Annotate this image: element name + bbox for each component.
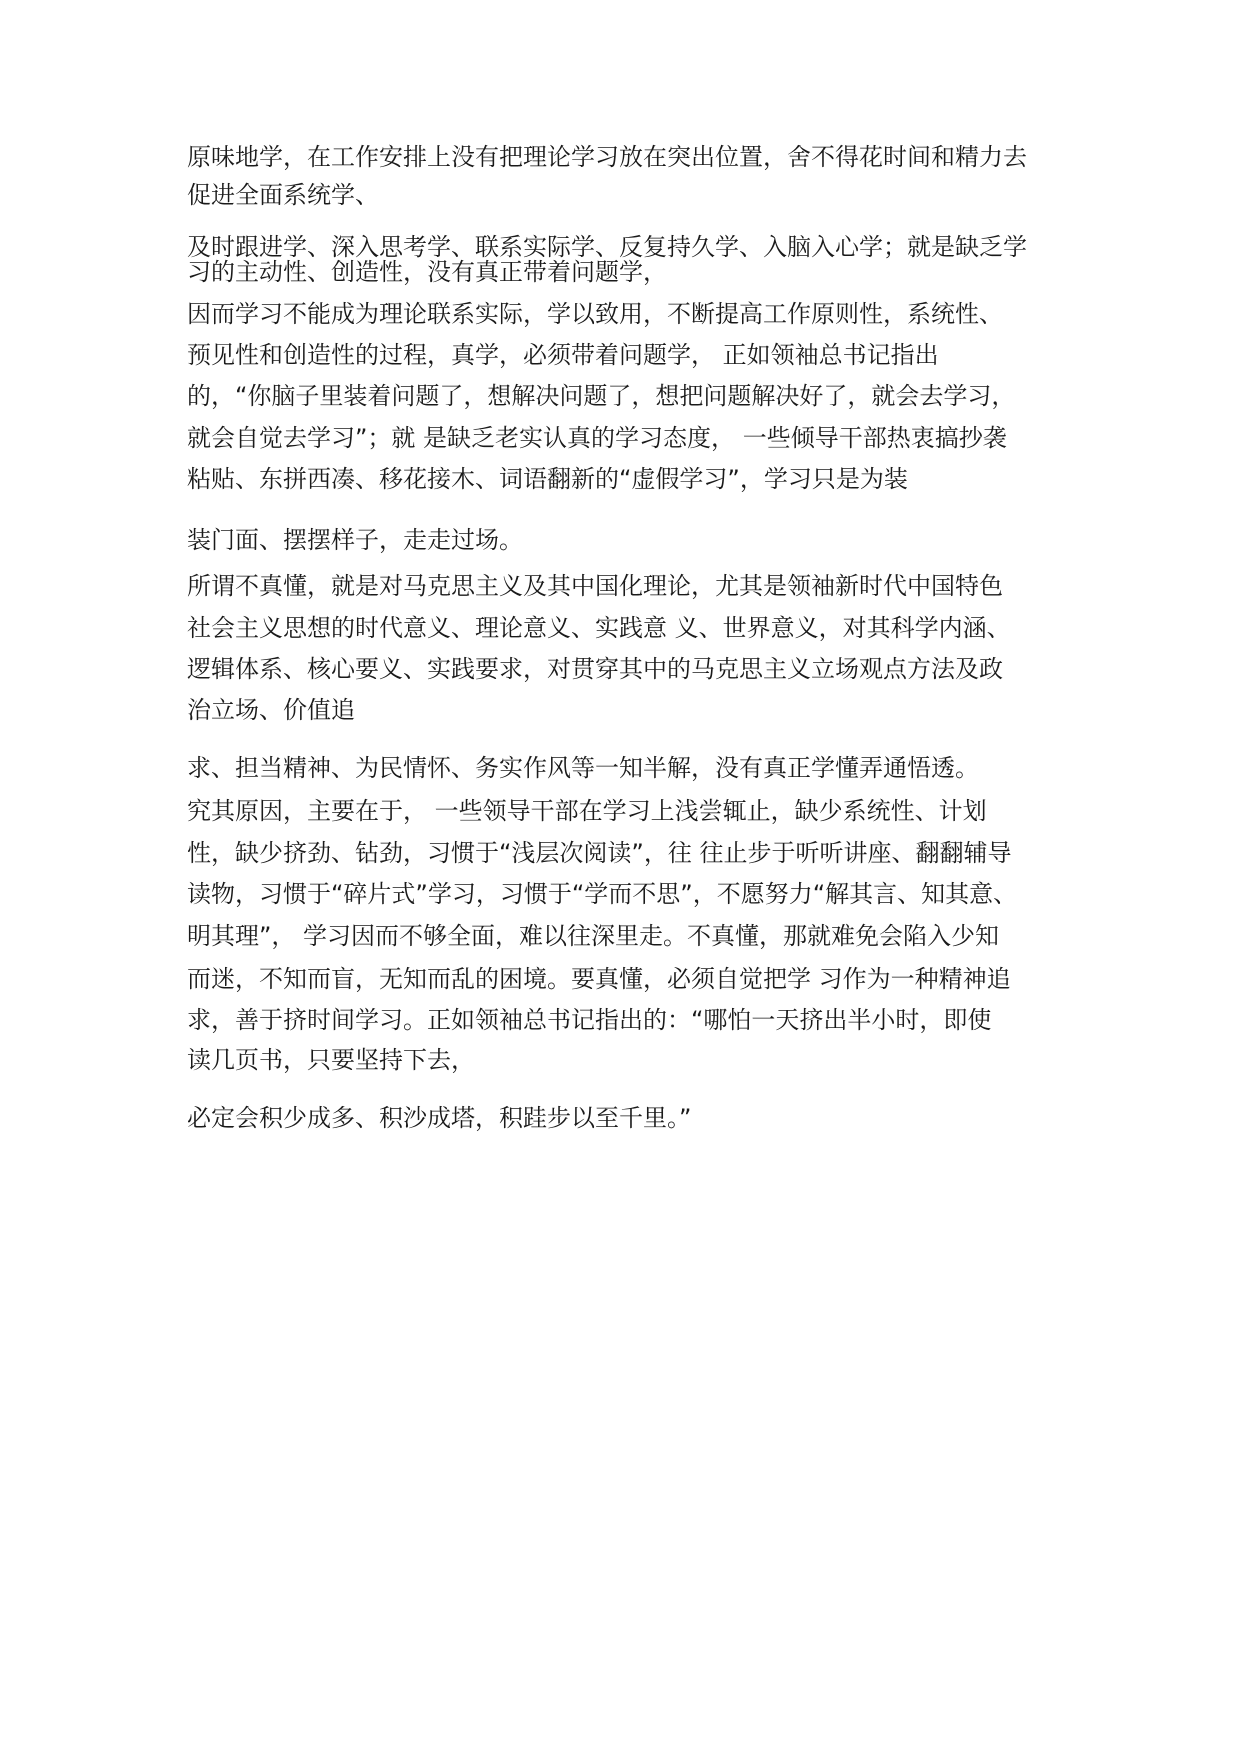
text-line-12: 社会主义思想的时代意义、理论意义、实践意 义、世界意义，对其科学内涵、: [187, 614, 1011, 642]
text-line-18: 读物，习惯于“碎片式”学习，习惯于“学而不思”，不愿努力“解其言、知其意、: [187, 880, 1018, 908]
text-line-13: 逻辑体系、核心要义、实践要求，对贯穿其中的马克思主义立场观点方法及政: [187, 655, 1003, 683]
text-line-10: 装门面、摆摆样子，走走过场。: [187, 526, 523, 554]
text-line-17: 性，缺少挤劲、钻劲，习惯于“浅层次阅读”，往 往止步于听听讲座、翻翻辅导: [187, 839, 1012, 867]
text-line-11: 所谓不真懂，就是对马克思主义及其中国化理论，尤其是领袖新时代中国特色: [187, 572, 1003, 600]
text-line-2: 促进全面系统学、: [187, 181, 379, 209]
text-line-14: 治立场、价值追: [187, 696, 355, 724]
text-line-8: 就会自觉去学习”；就 是缺乏老实认真的学习态度， 一些倾导干部热衷搞抄袭: [187, 424, 1007, 452]
text-line-7: 的，“你脑子里装着问题了，想解决问题了，想把问题解决好了，就会去学习，: [187, 382, 1016, 410]
text-line-22: 读几页书，只要坚持下去，: [187, 1046, 475, 1074]
text-line-5: 因而学习不能成为理论联系实际，学以致用，不断提高工作原则性，系统性、: [187, 300, 1003, 328]
text-line-23: 必定会积少成多、积沙成塔，积跬步以至千里。”: [187, 1104, 692, 1132]
text-line-3: 及时跟进学、深入思考学、联系实际学、反复持久学、入脑入心学；就是缺乏学: [187, 233, 1027, 261]
text-line-6: 预见性和创造性的过程，真学，必须带着问题学， 正如领袖总书记指出: [187, 341, 939, 369]
text-line-9: 粘贴、东拼西凑、移花接木、词语翻新的“虚假学习”，学习只是为装: [187, 465, 908, 493]
text-line-4: 习的主动性、创造性，没有真正带着问题学，: [187, 258, 667, 286]
text-line-21: 求，善于挤时间学习。正如领袖总书记指出的：“哪怕一天挤出半小时，即使: [187, 1006, 992, 1034]
text-line-19: 明其理”， 学习因而不够全面，难以往深里走。不真懂，那就难免会陷入少知: [187, 922, 1000, 950]
text-line-16: 究其原因，主要在于， 一些领导干部在学习上浅尝辄止，缺少系统性、计划: [187, 797, 987, 825]
text-line-15: 求、担当精神、为民情怀、务实作风等一知半解，没有真正学懂弄通悟透。: [187, 754, 979, 782]
text-line-20: 而迷，不知而盲，无知而乱的困境。要真懂，必须自觉把学 习作为一种精神追: [187, 965, 1011, 993]
text-line-1: 原味地学，在工作安排上没有把理论学习放在突出位置，舍不得花时间和精力去: [187, 143, 1027, 171]
